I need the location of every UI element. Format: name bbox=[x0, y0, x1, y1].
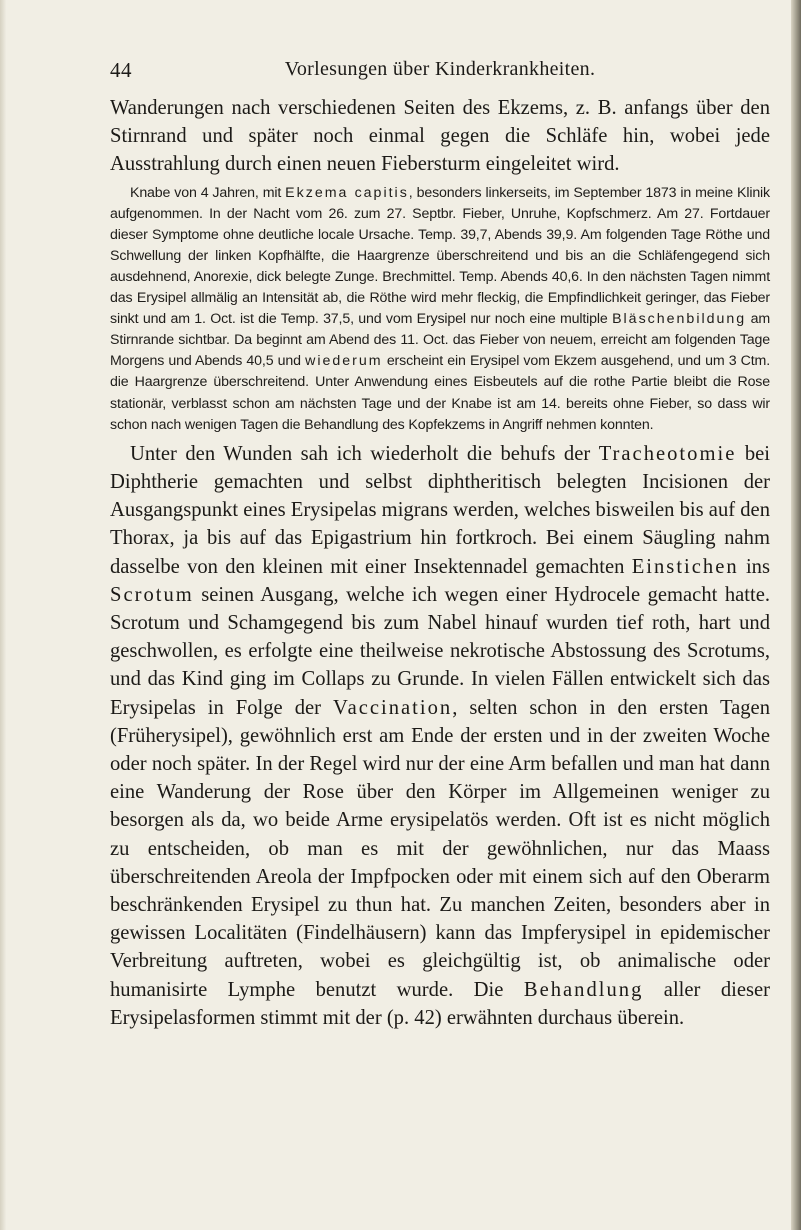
emphasis-tracheotomie: Tracheotomie bbox=[598, 442, 737, 465]
case-emphasis-ekzema-capitis: Ekzema capitis bbox=[285, 184, 409, 201]
text-segment: aller dieser Erysipelasformen stimmt mit der (p. 42) erwähnten durchaus überein. bbox=[110, 978, 770, 1029]
text-segment: , selten schon in den ersten Tagen (Früherysipel), gewöhnlich erst am Ende der ersten und in der zweiten Woche oder noch später. In der Regel wird nur der eine Arm befallen und man hat dann eine Wanderung der Rose über den Körper im Allgemeinen weniger zu besorgen als da, wo beide Arme erysipelatös werden. Oft ist es nicht möglich zu entscheiden, ob man es mit der gewöhnlichen, nur das Maass überschreitenden Areola der Impfpocken oder mit einem sich auf den Oberarm beschränkenden Erysipel zu thun hat. Zu manchen Zeiten, besonders aber in gewissen Localitäten (Findelhäusern) kann das Impferysipel in epidemischer Verbreitung auftreten, wobei es gleichgültig ist, ob animalische oder humanisirte Lymphe benutzt wurde. Die bbox=[110, 696, 770, 1001]
page-header bbox=[110, 58, 770, 84]
paragraph-wanderungen: Wanderungen nach verschiedenen Seiten des Ekzems, z. B. anfangs über den Stirnrand und später noch einmal gegen die Schläfe hin, wobei jede Ausstrahlung durch einen neuen Fiebersturm eingeleitet wird. bbox=[110, 97, 770, 176]
emphasis-behandlung: Behandlung bbox=[523, 978, 644, 1001]
emphasis-scrotum: Scrotum bbox=[110, 583, 194, 606]
emphasis-vaccination: Vaccination bbox=[333, 696, 453, 719]
page-binding-edge bbox=[791, 0, 801, 1230]
text-segment: seinen Ausgang, welche ich wegen einer Hydrocele gemacht hatte. Scrotum und Schamgegend bis zum Nabel hinauf wurden tief roth, hart und geschwollen, es erfolgte eine theilweise nekrotische Abstossung des Scrotums, und das Kind ging im Collaps zu Grunde. In vielen Fällen entwickelt sich das Erysipelas in Folge der bbox=[110, 583, 770, 719]
case-text-segment: am Stirnrande sichtbar. Da beginnt am Abend des 11. Oct. das Fieber von neuem, erreicht am folgenden Tage Morgens und Abends 40,5 und bbox=[110, 311, 770, 370]
page-left-margin-shadow bbox=[0, 0, 6, 1230]
emphasis-einstichen: Einstichen bbox=[631, 555, 739, 578]
case-text-segment: erscheint ein Erysipel vom Ekzem ausgehend, und um 3 Ctm. die Haargrenze überschreitend. Unter Anwendung eines Eisbeutels auf die rothe Partie bleibt die Rose stationär, verblasst schon am nächsten Tage und der Knabe ist am 14. bereits ohne Fieber, so dass wir schon nach wenigen Tagen die Behandlung des Kopfekzems in Angriff nehmen konnten. bbox=[110, 353, 771, 433]
paragraph-wunden bbox=[110, 440, 770, 1032]
text-segment: Unter den Wunden sah ich wiederholt die behufs der bbox=[130, 442, 599, 465]
page-number: 44 bbox=[110, 58, 132, 82]
text-segment: bei Diphtherie gemachten und selbst diphtheritisch belegten Incisionen der Ausgangspunkt eines Erysipelas migrans werden, welches bisweilen bis auf den Thorax, ja bis auf das Epigastrium hin fortkroch. Bei einem Säugling nahm dasselbe von den kleinen mit einer Insektennadel gemachten bbox=[110, 442, 770, 578]
running-title: Vorlesungen über Kinderkrankheiten. bbox=[284, 58, 596, 80]
case-report-paragraph bbox=[110, 183, 770, 436]
case-text-segment: , besonders linkerseits, im September 1873 in meine Klinik aufgenommen. In der Nacht vom 26. zum 27. Septbr. Fieber, Unruhe, Kopfschmerz. Am 27. Fortdauer dieser Symptome ohne deutliche locale Ursache. Temp. 39,7, Abends 39,9. Am folgenden Tage Röthe und Schwellung der linken Kopfhälfte, die Haargrenze überschreitend und bis an die Schläfengegend sich ausdehnend, Anorexie, dick belegte Zunge. Brechmittel. Temp. Abends 40,6. In den nächsten Tagen nimmt das Erysipel allmälig an Intensität ab, die Röthe wird mehr fleckig, die Empfindlichkeit geringer, das Fieber sinkt und am 1. Oct. ist die Temp. 37,5, und vom Erysipel nur noch eine multiple bbox=[110, 184, 771, 328]
case-emphasis-blaeschenbildung: Bläschenbildung bbox=[612, 311, 747, 328]
case-emphasis-wiederum: wiederum bbox=[305, 353, 383, 370]
case-text-segment: Knabe von 4 Jahren, mit bbox=[130, 184, 286, 201]
text-segment: ins bbox=[738, 555, 770, 578]
body-text bbox=[110, 94, 770, 1032]
